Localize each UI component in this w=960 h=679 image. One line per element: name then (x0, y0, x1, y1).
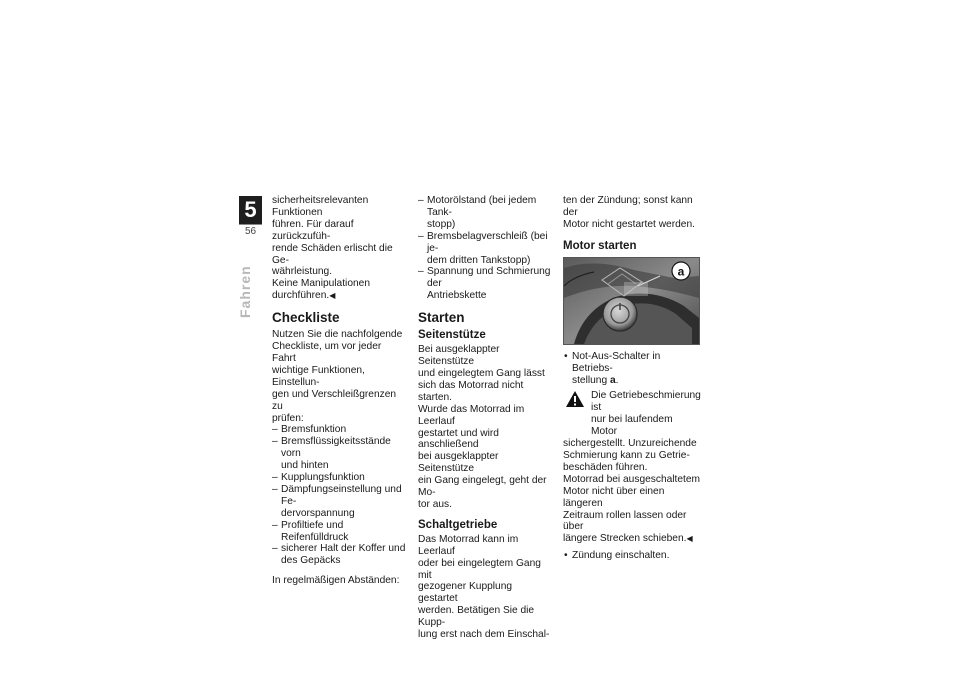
list-item: – Profiltiefe und Reifenfülldruck (272, 520, 407, 544)
chapter-tab (239, 196, 262, 237)
list-item: – sicherer Halt der Koffer und des Gepäcks (272, 543, 407, 567)
step-list-2 (563, 550, 701, 562)
no-manipulation-note: Keine Manipulationen durchführen.◀ (272, 278, 370, 302)
checklist-heading: Checkliste (272, 310, 340, 326)
warning-text: sichergestellt. Unzureichende Schmierung kann zu Getrie- beschäden führen. Motorrad bei ausgeschaltetem Motor nicht über einen längeren Zeitraum rollen lassen oder über längere Strecken schieben.◀ (563, 438, 701, 545)
list-item: – Bremsfunktion (272, 424, 407, 436)
chapter-title: Fahren (237, 265, 253, 318)
list-item: – Bremsflüssigkeitsstände vorn und hinten (272, 436, 407, 472)
list-item: • Zündung einschalten. (563, 550, 701, 562)
end-mark-icon: ◀ (329, 291, 336, 301)
gearbox-paragraph: Das Motorrad kann im Leerlauf oder bei eingelegtem Gang mit gezogener Kupplung gestartet werden. Betätigen Sie die Kupp- lung erst nach dem Einschal- (418, 533, 550, 641)
checklist-intro: Nutzen Sie die nachfolgende Checkliste, um vor jeder Fahrt wichtige Funktionen, Einstellun- gen und Verschleißgrenzen zu prüfen: (272, 329, 403, 424)
gearbox-heading: Schaltgetriebe (418, 518, 498, 531)
continued-paragraph: ten der Zündung; sonst kann der Motor nicht gestartet werden. (563, 195, 695, 230)
column-3 (563, 195, 701, 562)
list-item: • Not-Aus-Schalter in Betriebs- stellung a. (563, 351, 701, 387)
end-mark-icon: ◀ (686, 534, 693, 544)
kill-switch-figure (563, 257, 700, 345)
list-item: – Motorölstand (bei jedem Tank- stopp) (418, 195, 554, 231)
warning-text-intro: Die Getriebeschmierung ist nur bei laufendem Motor (591, 390, 701, 438)
figure-callout-label: a (677, 264, 685, 279)
column-1 (272, 195, 407, 587)
warning-block (563, 388, 701, 545)
list-item: – Kupplungsfunktion (272, 472, 407, 484)
checklist-list (272, 424, 407, 567)
kill-switch-illustration (564, 258, 699, 344)
list-item: – Dämpfungseinstellung und Fe- dervorspannung (272, 484, 407, 520)
interval-text: In regelmäßigen Abständen: (272, 575, 400, 587)
intro-paragraph: sicherheitsrelevanten Funktionen führen. Für darauf zurückzufüh- rende Schäden erlischt die Ge- währleistung. (272, 195, 393, 278)
sidestand-paragraph: Bei ausgeklappter Seitenstütze und eingelegtem Gang lässt sich das Motorrad nicht starten. Wurde das Motorrad im Leerlauf gestartet und wird anschließend bei ausgeklappter Seitenstütze ein Gang eingelegt, geht der Mo- tor aus. (418, 344, 547, 510)
list-item: – Bremsbelagverschleiß (bei je- dem dritten Tankstopp) (418, 231, 554, 267)
step-list (563, 351, 701, 387)
interval-list (418, 195, 554, 302)
chapter-number: 5 (239, 196, 262, 224)
page-number: 56 (239, 224, 262, 237)
column-2 (418, 195, 554, 641)
engine-start-heading: Motor starten (563, 239, 637, 252)
warning-icon (565, 390, 585, 408)
start-heading: Starten (418, 310, 465, 326)
sidestand-heading: Seitenstütze (418, 329, 486, 342)
list-item: – Spannung und Schmierung der Antriebskette (418, 266, 554, 302)
